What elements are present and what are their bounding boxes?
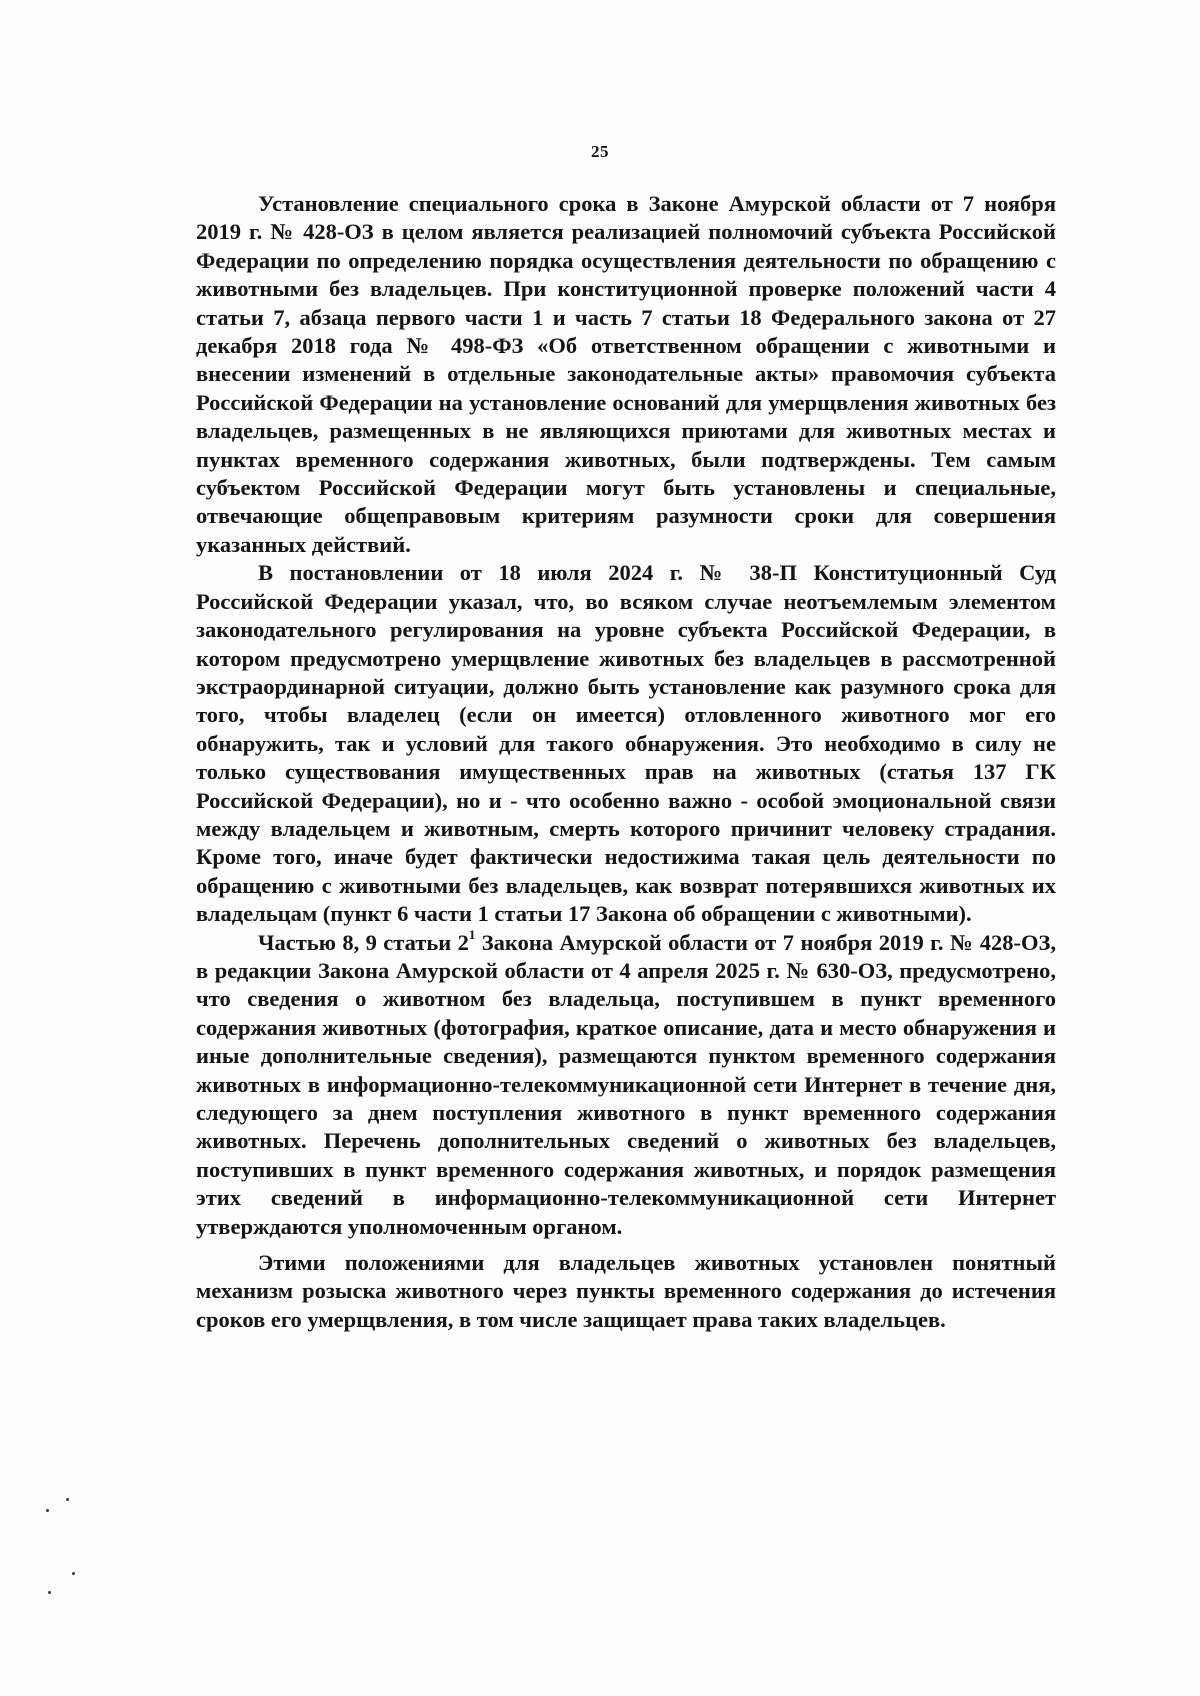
paragraph-1: Установление специального срока в Законе Амурской области от 7 ноября 2019 г. № 428-ОЗ в целом является реализацией полномочий субъекта Российской Федерации по определению порядка осуществления деятельности по обращению с животными без владельцев. При конституционной проверке положений части 4 статьи 7, абзаца первого части 1 и часть 7 статьи 18 Федерального закона от 27 декабря 2018 года № 498-ФЗ «Об ответственном обращении с животными и внесении изменений в отдельные законодательные акты» правомочия субъекта Российской Федерации на установление оснований для умерщвления животных без владельцев, размещенных в не являющихся приютами для животных местах и пунктах временного содержания животных, были подтверждены. Тем самым субъектом Российской Федерации могут быть установлены и специальные, отвечающие общеправовым критериям разумности сроки для совершения указанных действий. (196, 191, 1056, 557)
scan-artifact-dot (66, 1498, 69, 1501)
article-superscript: 1 (468, 927, 476, 943)
scan-artifact-dot (48, 1591, 51, 1594)
paragraph-4: Этими положениями для владельцев животных установлен понятный механизм розыска животного через пункты временного содержания до истечения сроков его умерщвления, в том числе защищает права таких владельцев. (196, 1250, 1056, 1332)
scan-artifact-dot (72, 1572, 75, 1575)
scan-artifact-dot (46, 1509, 49, 1512)
paragraph-3-text-before: Частью 8, 9 статьи 2 (258, 929, 469, 955)
paragraph-3-text-after: Закона Амурской области от 7 ноября 2019 г. № 428-ОЗ, в редакции Закона Амурской области от 4 апреля 2025 г. № 630-ОЗ, предусмотрено, что сведения о животном без владельца, поступившем в пункт временного содержания животных (фотография, краткое описание, дата и место обнаружения и иные дополнительные сведения), размещаются пунктом временного содержания животных в информационно-телекоммуникационной сети Интернет в течение дня, следующего за днем поступления животного в пункт временного содержания животных. Перечень дополнительных сведений о животных без владельцев, поступивших в пункт временного содержания животных, и порядок размещения этих сведений в информационно-телекоммуникационной сети Интернет утверждаются уполномоченным органом. (196, 929, 1056, 1239)
paragraph-2: В постановлении от 18 июля 2024 г. № 38-П Конституционный Суд Российской Федерации указал, что, во всяком случае неотъемлемым элементом законодательного регулирования на уровне субъекта Российской Федерации, в котором предусмотрено умерщвление животных без владельцев в рассмотренной экстраординарной ситуации, должно быть установление как разумного срока для того, чтобы владелец (если он имеется) отловленного животного мог его обнаружить, так и условий для такого обнаружения. Это необходимо в силу не только существования имущественных прав на животных (статья 137 ГК Российской Федерации), но и - что особенно важно - особой эмоциональной связи между владельцем и животным, смерть которого причинит человеку страдания. Кроме того, иначе будет фактически недостижима такая цель деятельности по обращению с животными без владельцев, как возврат потерявшихся животных их владельцам (пункт 6 части 1 статьи 17 Закона об обращении с животными). (196, 560, 1056, 927)
paragraph-3 (196, 929, 1056, 1241)
page-number: 25 (591, 142, 609, 161)
document-body (196, 190, 1056, 1334)
